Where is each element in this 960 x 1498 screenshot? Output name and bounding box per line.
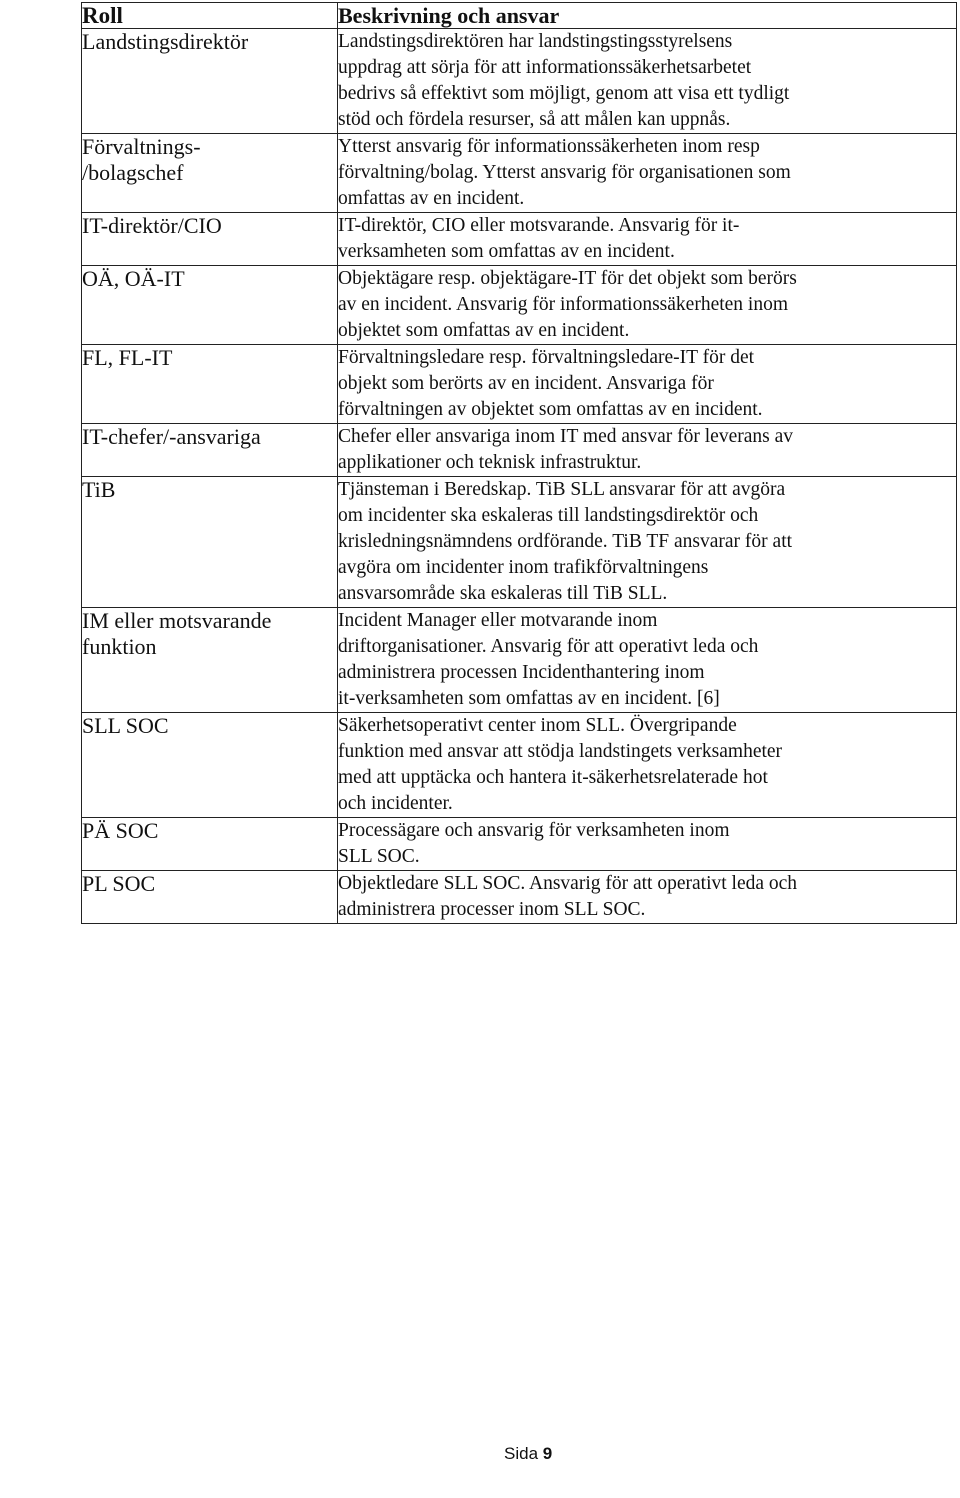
description-text: Ytterst ansvarig för informationssäkerheten inom resp bbox=[338, 136, 760, 157]
description-text: av en incident. Ansvarig för informationssäkerheten inom bbox=[338, 294, 789, 315]
table-row bbox=[82, 477, 957, 608]
description-cell bbox=[338, 345, 957, 424]
role-text: TiB bbox=[82, 477, 116, 502]
description-text: Incident Manager eller motvarande inom bbox=[338, 610, 658, 631]
role-cell bbox=[82, 871, 338, 924]
description-text: objekt som berörts av en incident. Ansvariga för bbox=[338, 373, 714, 394]
description-text: med att upptäcka och hantera it-säkerhetsrelaterade hot bbox=[338, 767, 768, 788]
description-text: Processägare och ansvarig för verksamheten inom bbox=[338, 820, 730, 841]
description-cell bbox=[338, 608, 957, 713]
description-cell bbox=[338, 134, 957, 213]
page-number: 9 bbox=[542, 1444, 553, 1463]
description-cell bbox=[338, 29, 957, 134]
table-row bbox=[82, 818, 957, 871]
description-text: Tjänsteman i Beredskap. TiB SLL ansvarar för att avgöra bbox=[338, 479, 786, 500]
description-cell bbox=[338, 871, 957, 924]
table-row bbox=[82, 608, 957, 713]
description-text: funktion med ansvar att stödja landstingets verksamheter bbox=[338, 741, 783, 762]
description-text: stöd och fördela resurser, så att målen kan uppnås. bbox=[338, 109, 731, 130]
description-text: om incidenter ska eskaleras till landstingsdirektör och bbox=[338, 505, 759, 526]
role-cell bbox=[82, 266, 338, 345]
role-text: Förvaltnings- bbox=[82, 134, 201, 159]
role-text: IT-chefer/-ansvariga bbox=[82, 424, 261, 449]
role-cell bbox=[82, 713, 338, 818]
role-text: Landstingsdirektör bbox=[82, 29, 249, 54]
description-cell bbox=[338, 477, 957, 608]
description-text: SLL SOC. bbox=[338, 846, 420, 867]
role-cell bbox=[82, 477, 338, 608]
table-row bbox=[82, 424, 957, 477]
description-text: och incidenter. bbox=[338, 793, 453, 814]
role-cell bbox=[82, 424, 338, 477]
table-row bbox=[82, 134, 957, 213]
role-text: FL, FL-IT bbox=[82, 345, 173, 370]
table-row bbox=[82, 871, 957, 924]
role-cell bbox=[82, 134, 338, 213]
description-text: uppdrag att sörja för att informationssäkerhetsarbetet bbox=[338, 57, 752, 78]
description-cell bbox=[338, 713, 957, 818]
description-text: förvaltningen av objektet som omfattas av en incident. bbox=[338, 399, 763, 420]
description-text: bedrivs så effektivt som möjligt, genom att visa ett tydligt bbox=[338, 83, 790, 104]
description-text: omfattas av en incident. bbox=[338, 188, 525, 209]
description-text: avgöra om incidenter inom trafikförvaltningens bbox=[338, 557, 709, 578]
description-text: ansvarsområde ska eskaleras till TiB SLL. bbox=[338, 583, 668, 604]
role-cell bbox=[82, 608, 338, 713]
description-text: Landstingsdirektören har landstingstingsstyrelsens bbox=[338, 31, 733, 52]
description-text: IT-direktör, CIO eller motsvarande. Ansvarig för it- bbox=[338, 215, 740, 236]
description-text: objektet som omfattas av en incident. bbox=[338, 320, 630, 341]
description-text: krisledningsnämndens ordförande. TiB TF ansvarar för att bbox=[338, 531, 793, 552]
role-text: /bolagschef bbox=[82, 160, 184, 185]
description-text: administrera processen Incidenthantering inom bbox=[338, 662, 705, 683]
footer-label: Sida bbox=[504, 1444, 543, 1463]
role-cell bbox=[82, 29, 338, 134]
description-text: Säkerhetsoperativt center inom SLL. Övergripande bbox=[338, 715, 737, 736]
table-body bbox=[82, 29, 957, 924]
table-row bbox=[82, 29, 957, 134]
roles-table bbox=[81, 2, 957, 924]
role-text: PÄ SOC bbox=[82, 818, 159, 843]
table-row bbox=[82, 713, 957, 818]
table-row bbox=[82, 266, 957, 345]
description-text: verksamheten som omfattas av en incident. bbox=[338, 241, 675, 262]
description-cell bbox=[338, 213, 957, 266]
page-footer bbox=[504, 1444, 552, 1464]
description-text: förvaltning/bolag. Ytterst ansvarig för organisationen som bbox=[338, 162, 791, 183]
description-text: Objektledare SLL SOC. Ansvarig för att operativt leda och bbox=[338, 873, 798, 894]
description-text: Chefer eller ansvariga inom IT med ansvar för leverans av bbox=[338, 426, 793, 447]
role-text: OÄ, OÄ-IT bbox=[82, 266, 185, 291]
role-text: IM eller motsvarande bbox=[82, 608, 272, 633]
description-cell bbox=[338, 266, 957, 345]
header-description: Beskrivning och ansvar bbox=[338, 3, 957, 29]
role-text: IT-direktör/CIO bbox=[82, 213, 222, 238]
role-cell bbox=[82, 345, 338, 424]
description-text: driftorganisationer. Ansvarig för att operativt leda och bbox=[338, 636, 759, 657]
description-text: it-verksamheten som omfattas av en incident. [6] bbox=[338, 688, 720, 709]
role-cell bbox=[82, 213, 338, 266]
description-text: Förvaltningsledare resp. förvaltningsledare-IT för det bbox=[338, 347, 755, 368]
description-cell bbox=[338, 424, 957, 477]
role-text: SLL SOC bbox=[82, 713, 169, 738]
role-text: PL SOC bbox=[82, 871, 156, 896]
header-role: Roll bbox=[82, 3, 338, 29]
description-text: Objektägare resp. objektägare-IT för det objekt som berörs bbox=[338, 268, 797, 289]
role-text: funktion bbox=[82, 634, 157, 659]
table-row bbox=[82, 213, 957, 266]
table-row bbox=[82, 345, 957, 424]
description-cell bbox=[338, 818, 957, 871]
table-header-row bbox=[82, 3, 957, 29]
description-text: applikationer och teknisk infrastruktur. bbox=[338, 452, 642, 473]
description-text: administrera processer inom SLL SOC. bbox=[338, 899, 646, 920]
role-cell bbox=[82, 818, 338, 871]
